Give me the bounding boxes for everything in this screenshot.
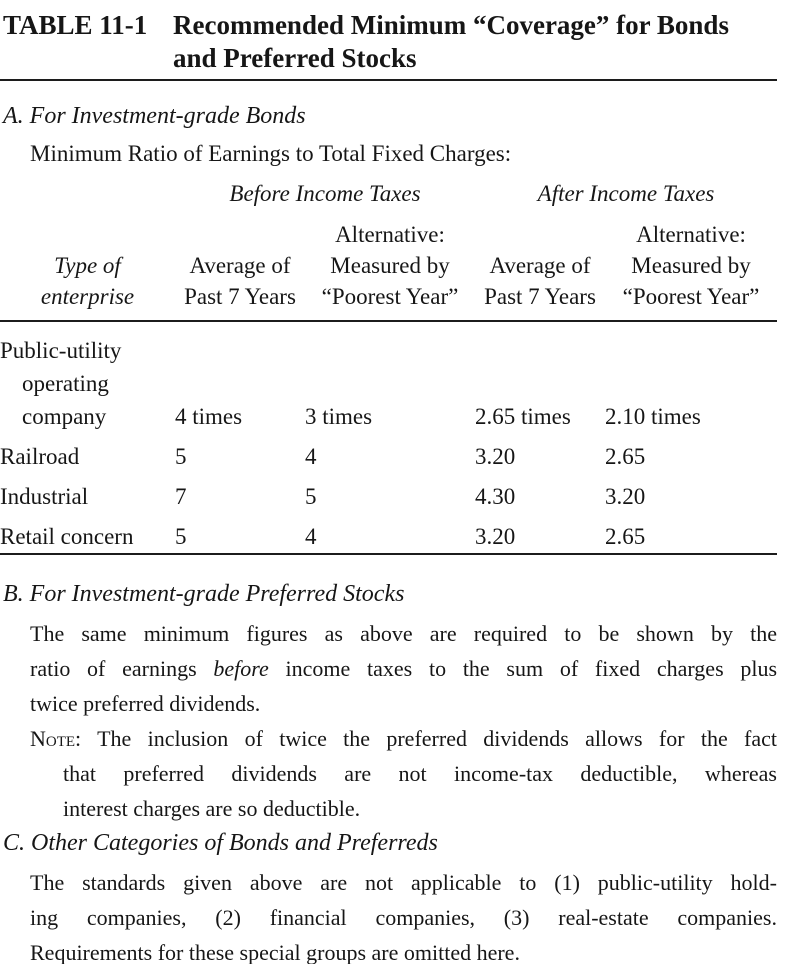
table-title: Recommended Minimum “Coverage” for Bonds and Preferred Stocks bbox=[173, 10, 729, 73]
section-c-heading: C. Other Categories of Bonds and Preferreds bbox=[3, 830, 438, 856]
paragraph-line: twice preferred dividends. bbox=[30, 691, 261, 716]
table-row-railroad bbox=[0, 433, 777, 473]
coverage-table-body bbox=[0, 321, 777, 554]
italic-word: before bbox=[213, 656, 269, 681]
table-row-retail-concern bbox=[0, 513, 777, 554]
cell-value: 5 bbox=[175, 444, 187, 469]
cell-value: 3.20 bbox=[475, 444, 516, 469]
cell-value: 2.65 bbox=[605, 444, 646, 469]
section-a-subheading: Minimum Ratio of Earnings to Total Fixed Charges: bbox=[30, 141, 512, 166]
section-a-heading: A. For Investment-grade Bonds bbox=[3, 103, 306, 129]
group-header-before-taxes: Before Income Taxes bbox=[229, 181, 421, 206]
cell-value: 5 bbox=[175, 524, 187, 549]
cell-value: 2.65 times bbox=[475, 404, 571, 429]
row-label-railroad: Railroad bbox=[0, 444, 80, 469]
cell-value: 4.30 bbox=[475, 484, 516, 509]
row-label-line: company bbox=[22, 404, 107, 429]
coverage-table-head bbox=[0, 175, 777, 321]
paragraph-line bbox=[30, 651, 777, 686]
coverage-table bbox=[0, 175, 777, 555]
table-row-industrial bbox=[0, 473, 777, 513]
group-header-row bbox=[0, 175, 777, 219]
cell-value: 4 times bbox=[175, 404, 243, 429]
empty-corner-cell bbox=[0, 175, 175, 219]
type-of-line: Type of bbox=[54, 253, 121, 278]
note-line: that preferred dividends are not income-tax deductible, whereas bbox=[63, 761, 777, 786]
cell-value: 3.20 bbox=[605, 484, 646, 509]
row-label-public-utility bbox=[0, 321, 175, 433]
section-b-heading: B. For Investment-grade Preferred Stocks bbox=[3, 581, 405, 607]
row-label-line: operating bbox=[22, 371, 109, 396]
cell-value: 4 bbox=[305, 524, 317, 549]
section-b-note bbox=[30, 721, 778, 826]
cell-value: 5 bbox=[305, 484, 317, 509]
table-title-row bbox=[0, 0, 777, 81]
paragraph-line: Requirements for these special groups are omitted here. bbox=[30, 940, 520, 964]
section-c-paragraph bbox=[30, 865, 777, 964]
row-label-line: Public-utility bbox=[0, 338, 122, 363]
note-label: Note: bbox=[30, 726, 82, 751]
cell-value: 7 bbox=[175, 484, 187, 509]
cell-value: 3.20 bbox=[475, 524, 516, 549]
cell-value: 2.65 bbox=[605, 524, 646, 549]
group-header-after-taxes: After Income Taxes bbox=[537, 181, 715, 206]
note-line bbox=[30, 721, 777, 756]
cell-value: 2.10 times bbox=[605, 404, 701, 429]
text-segment: The inclusion of twice the preferred dividends allows for the fact bbox=[97, 726, 778, 751]
paragraph-line: ing companies, (2) financial companies, (3) real-estate companies. bbox=[30, 905, 777, 930]
column-header-type-of-enterprise bbox=[0, 219, 175, 321]
row-label-industrial: Industrial bbox=[0, 484, 89, 509]
column-header-before-alternative: Alternative: Measured by “Poorest Year” bbox=[321, 222, 459, 309]
cell-value: 3 times bbox=[305, 404, 373, 429]
paragraph-line: The same minimum figures as above are required to be shown by the bbox=[30, 621, 777, 646]
column-header-after-alternative: Alternative: Measured by “Poorest Year” bbox=[622, 222, 760, 309]
table-number-label: TABLE 11-1 bbox=[3, 10, 148, 40]
paragraph-line: The standards given above are not applicable to (1) public-utility hold- bbox=[30, 870, 777, 895]
row-label-retail-concern: Retail concern bbox=[0, 524, 134, 549]
note-line: interest charges are so deductible. bbox=[63, 796, 361, 821]
enterprise-line: enterprise bbox=[40, 284, 135, 309]
column-header-row bbox=[0, 219, 777, 321]
text-segment: income taxes to the sum of fixed charges plus bbox=[285, 656, 778, 681]
column-header-before-average: Average of Past 7 Years bbox=[184, 253, 296, 309]
column-header-after-average: Average of Past 7 Years bbox=[484, 253, 596, 309]
cell-value: 4 bbox=[305, 444, 317, 469]
text-segment: ratio of earnings bbox=[30, 656, 197, 681]
section-b-paragraph bbox=[30, 616, 777, 721]
table-row-public-utility bbox=[0, 321, 777, 433]
